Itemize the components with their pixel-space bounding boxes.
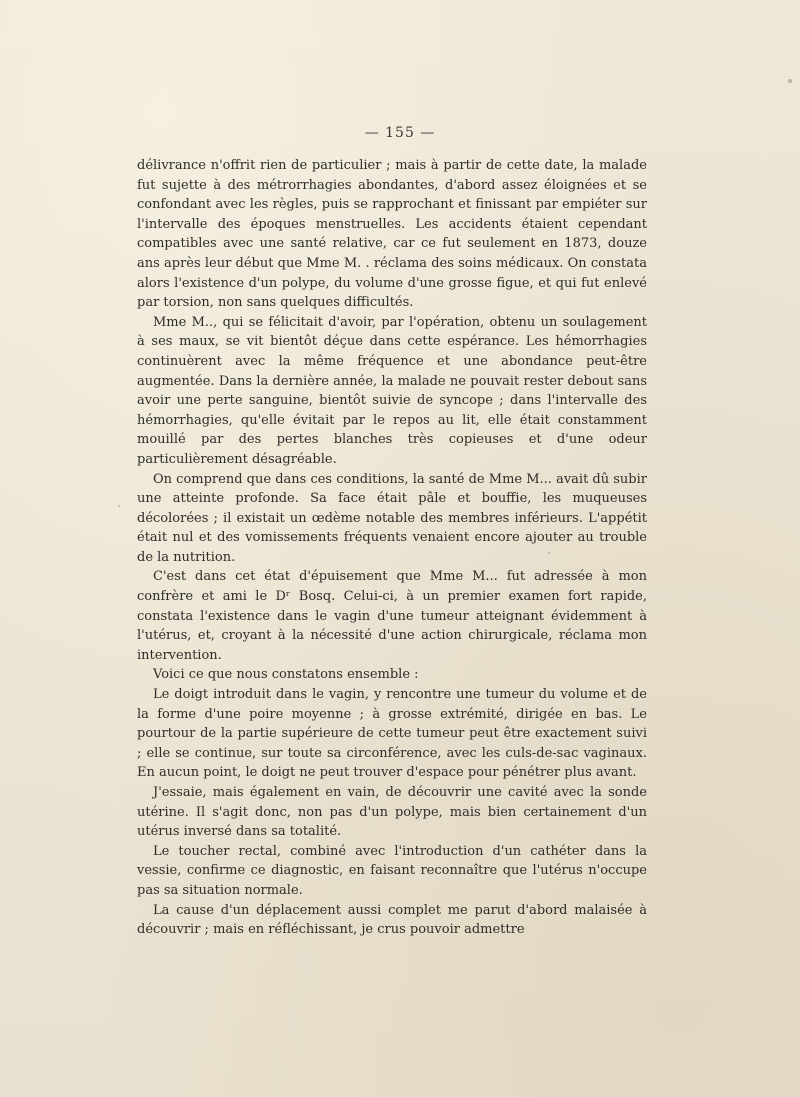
paper-speck <box>548 552 550 554</box>
paragraph-4: C'est dans cet état d'épuisement que Mme M... fut adressée à mon confrère et ami le Dʳ Bosq. Celui-ci, à un premier examen fort rapide, constata l'existence dans le vagin d'une tumeur atteignant évidemment à l'utérus, et, croyant à la nécessité d'une action chirurgicale, réclama mon intervention. <box>137 569 647 663</box>
paragraph-8: Le toucher rectal, combiné avec l'introduction d'un cathéter dans la vessie, confirme ce diagnostic, en faisant reconnaître que l'utérus n'occupe pas sa situation normale. <box>137 843 647 898</box>
page-number: — 155 — <box>364 125 436 141</box>
paragraph-6: Le doigt introduit dans le vagin, y rencontre une tumeur du volume et de la forme d'une poire moyenne ; à grosse extrémité, dirigée en bas. Le pourtour de la partie supérieure de cette tumeur peut être exactement suivi ; elle se continue, sur toute sa circonférence, avec les culs-de-sac vaginaux. En aucun point, le doigt ne peut trouver d'espace pour pénétrer plus avant. <box>137 687 647 781</box>
paper-speck <box>118 505 120 507</box>
paragraph-9: La cause d'un déplacement aussi complet me parut d'abord malaisée à découvrir ; mais en réfléchissant, je crus pouvoir admettre <box>137 902 647 938</box>
paper-speck <box>788 79 792 83</box>
body-text <box>137 156 647 940</box>
paragraph-5: Voici ce que nous constatons ensemble : <box>153 667 419 683</box>
paragraph-1: délivrance n'offrit rien de particulier ; mais à partir de cette date, la malade fut sujette à des métrorrhagies abondantes, d'abord assez éloignées et se confondant avec les règles, puis se rapprochant et finissant par empiéter sur l'intervalle des époques menstruelles. Les accidents étaient cependant compatibles avec une santé relative, car ce fut seulement en 1873, douze ans après leur début que Mme M. . réclama des soins médicaux. On constata alors l'existence d'un polype, du volume d'une grosse figue, et qui fut enlevé par torsion, non sans quelques difficultés. <box>137 158 647 311</box>
paragraph-7: J'essaie, mais également en vain, de découvrir une cavité avec la sonde utérine. Il s'agit donc, non pas d'un polype, mais bien certainement d'un utérus inversé dans sa totalité. <box>137 785 647 840</box>
paragraph-3: On comprend que dans ces conditions, la santé de Mme M... avait dû subir une atteinte profonde. Sa face était pâle et bouffie, les muqueuses décolorées ; il existait un œdème notable des membres inférieurs. L'appétit était nul et des vomissements fréquents venaient encore ajouter au trouble de la nutrition. <box>137 471 647 565</box>
paragraph-2: Mme M.., qui se félicitait d'avoir, par l'opération, obtenu un soulagement à ses maux, se vit bientôt déçue dans cette espérance. Les hémorrhagies continuèrent avec la même fréquence et une abondance peut-être augmentée. Dans la dernière année, la malade ne pouvait rester debout sans avoir une perte sanguine, bientôt suivie de syncope ; dans l'intervalle des hémorrhagies, qu'elle évitait par le repos au lit, elle était constamment mouillé par des pertes blanches très copieuses et d'une odeur particulièrement désagréable. <box>137 314 647 467</box>
